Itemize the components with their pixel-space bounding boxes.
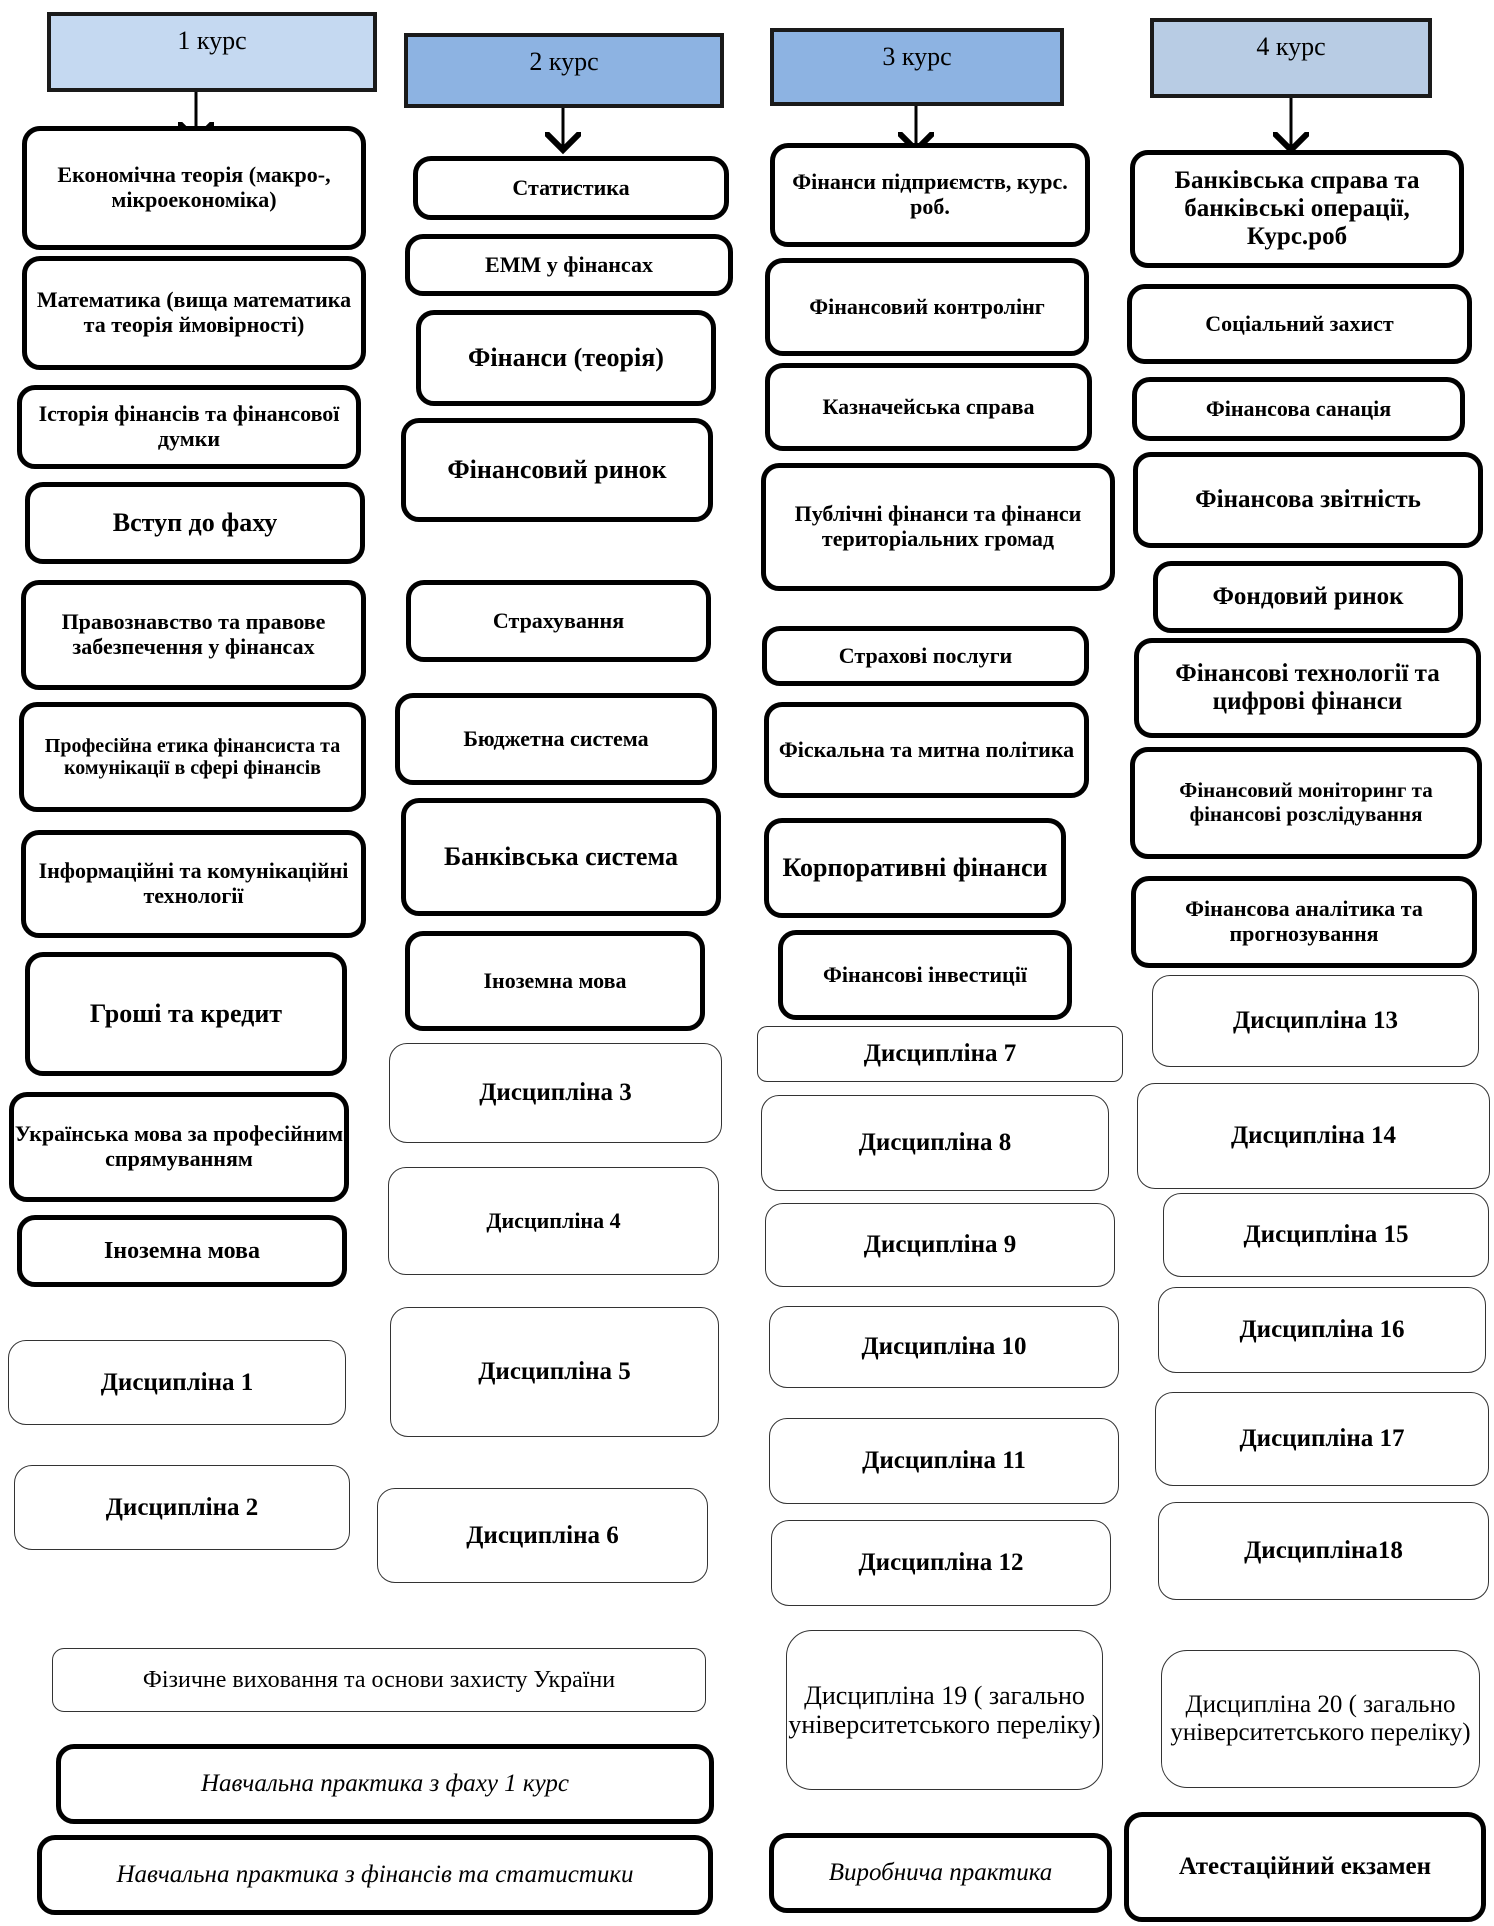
header-course-2	[404, 33, 724, 108]
physical-education-label: Фізичне виховання та основи захисту України	[142, 1666, 616, 1693]
course4-fintech	[1134, 638, 1481, 738]
header-course-4	[1150, 18, 1432, 98]
course3-financial-controlling	[765, 258, 1089, 356]
course2-discipline-6-label: Дисципліна 6	[466, 1521, 619, 1549]
course1-ict-label: Інформаційні та комунікаційні технології	[38, 858, 349, 908]
course4-financial-monitoring-label: Фінансовий моніторинг та фінансові розслідування	[1179, 778, 1433, 826]
course4-discipline-16	[1158, 1287, 1486, 1373]
course1-intro-to-profession-label: Вступ до фаху	[112, 508, 278, 538]
course2-budget-system-label: Бюджетна система	[463, 725, 649, 751]
attestation-exam	[1124, 1812, 1486, 1922]
course1-discipline-2-label: Дисципліна 2	[105, 1493, 259, 1521]
course2-budget-system	[395, 693, 717, 785]
course2-finance-theory-label: Фінанси (теорія)	[468, 343, 664, 373]
course2-discipline-5-label: Дисципліна 5	[478, 1358, 631, 1385]
course3-insurance-services-label: Страхові послуги	[838, 642, 1013, 668]
course3-treasury	[765, 363, 1092, 451]
course4-financial-sanation	[1132, 377, 1465, 441]
course4-financial-sanation-label: Фінансова санація	[1205, 395, 1392, 421]
physical-education	[52, 1648, 706, 1712]
course4-discipline-13-label: Дисципліна 13	[1232, 1007, 1399, 1034]
header-course-1	[47, 12, 377, 92]
course2-discipline-4	[388, 1167, 719, 1275]
course4-discipline-16-label: Дисципліна 16	[1239, 1316, 1405, 1343]
practice-finance-statistics	[37, 1835, 713, 1915]
course4-banking-label: Банківська справа та банківські операції, Курс.роб	[1174, 167, 1420, 250]
course3-corporate-finance	[764, 818, 1066, 918]
header-course-3-label: 3 курс	[882, 42, 952, 71]
course4-discipline-14-label: Дисципліна 14	[1230, 1122, 1397, 1149]
course3-treasury-label: Казначейська справа	[822, 393, 1035, 419]
course3-enterprise-finance-label: Фінанси підприємств, курс. роб.	[792, 169, 1068, 219]
course3-corporate-finance-label: Корпоративні фінанси	[782, 853, 1048, 883]
course1-money-and-credit	[25, 952, 347, 1076]
course4-discipline-20	[1161, 1650, 1480, 1788]
course4-discipline-15	[1163, 1193, 1489, 1277]
course1-professional-ethics-label: Професійна етика фінансиста та комунікації в сфері фінансів	[44, 734, 341, 779]
course2-foreign-language-label: Іноземна мова	[483, 967, 627, 993]
course2-discipline-6	[377, 1488, 708, 1583]
course1-foreign-language	[17, 1215, 347, 1287]
course3-discipline-7	[757, 1026, 1123, 1082]
course4-discipline-14	[1137, 1083, 1490, 1189]
course3-financial-controlling-label: Фінансовий контролінг	[809, 293, 1045, 319]
course3-discipline-10	[769, 1306, 1119, 1388]
course1-ict	[21, 830, 366, 938]
course3-discipline-9-label: Дисципліна 9	[863, 1231, 1017, 1258]
course4-stock-market-label: Фондовий ринок	[1212, 583, 1404, 610]
course2-banking-system-label: Банківська система	[443, 842, 678, 872]
course1-mathematics	[22, 256, 366, 370]
course2-banking-system	[401, 798, 721, 916]
course1-discipline-1	[8, 1340, 346, 1425]
course4-discipline-18	[1158, 1502, 1489, 1600]
course2-discipline-3	[389, 1043, 722, 1143]
course2-emm-in-finance	[405, 234, 733, 296]
course4-financial-monitoring	[1130, 747, 1482, 859]
header-course-3	[770, 28, 1064, 106]
practice-course-1	[56, 1744, 714, 1824]
course2-insurance-label: Страхування	[492, 607, 625, 633]
course3-enterprise-finance	[770, 143, 1090, 247]
course2-foreign-language	[405, 931, 705, 1031]
course3-fiscal-policy-label: Фіскальна та митна політика	[778, 736, 1075, 762]
course2-emm-in-finance-label: ЕММ у фінансах	[485, 251, 653, 277]
course2-financial-market	[401, 418, 713, 522]
course2-discipline-5	[390, 1307, 719, 1437]
course1-ukrainian-language-label: Українська мова за професійним спрямуванням	[14, 1121, 344, 1171]
course1-foreign-language-label: Іноземна мова	[103, 1237, 261, 1264]
course2-discipline-4-label: Дисципліна 4	[486, 1207, 621, 1233]
course4-discipline-13	[1152, 975, 1479, 1067]
course2-finance-theory	[416, 310, 716, 406]
course4-discipline-18-label: Дисципліна18	[1244, 1537, 1403, 1564]
course3-discipline-10-label: Дисципліна 10	[861, 1333, 1027, 1360]
course1-economic-theory-label: Економічна теорія (макро-, мікроекономіка)	[57, 162, 331, 212]
course4-stock-market	[1153, 561, 1463, 633]
course3-discipline-19-label: Дисципліна 19 ( загально університетського переліку)	[788, 1680, 1101, 1739]
course3-discipline-8-label: Дисципліна 8	[858, 1129, 1012, 1156]
course2-statistics	[413, 156, 729, 220]
header-course-2-label: 2 курс	[529, 47, 599, 76]
course1-discipline-2	[14, 1465, 350, 1550]
course3-discipline-12	[771, 1520, 1111, 1606]
header-course-4-label: 4 курс	[1256, 32, 1326, 61]
course3-discipline-19	[786, 1630, 1103, 1790]
course3-financial-investments-label: Фінансові інвестиції	[823, 961, 1027, 987]
course4-financial-analytics	[1131, 876, 1477, 968]
course1-law	[21, 580, 366, 690]
production-practice	[769, 1833, 1112, 1913]
course3-financial-investments	[778, 930, 1072, 1020]
course1-economic-theory	[22, 126, 366, 250]
course4-financial-reporting	[1133, 452, 1483, 548]
course2-statistics-label: Статистика	[512, 174, 630, 200]
course3-public-finance	[761, 463, 1115, 591]
practice-course-1-label: Навчальна практика з фаху 1 курс	[200, 1770, 569, 1797]
course2-insurance	[406, 580, 711, 662]
course3-discipline-11-label: Дисципліна 11	[862, 1447, 1026, 1474]
course3-discipline-8	[761, 1095, 1109, 1191]
course1-history-of-finance	[17, 385, 361, 469]
course3-discipline-11	[769, 1418, 1119, 1504]
production-practice-label: Виробнича практика	[828, 1859, 1053, 1886]
course3-discipline-12-label: Дисципліна 12	[858, 1549, 1024, 1576]
course3-discipline-9	[765, 1203, 1115, 1287]
course2-financial-market-label: Фінансовий ринок	[447, 455, 667, 485]
course3-insurance-services	[762, 626, 1089, 686]
course4-banking	[1130, 150, 1464, 268]
course3-discipline-7-label: Дисципліна 7	[863, 1040, 1017, 1067]
course1-intro-to-profession	[25, 482, 365, 564]
course1-history-of-finance-label: Історія фінансів та фінансової думки	[38, 401, 340, 451]
course1-law-label: Правознавство та правове забезпечення у фінансах	[61, 609, 326, 659]
course4-financial-reporting-label: Фінансова звітність	[1195, 486, 1421, 513]
course1-ukrainian-language	[9, 1092, 349, 1202]
attestation-exam-label: Атестаційний екзамен	[1178, 1853, 1432, 1880]
course4-financial-analytics-label: Фінансова аналітика та прогнозування	[1185, 896, 1423, 946]
course4-fintech-label: Фінансові технології та цифрові фінанси	[1175, 660, 1440, 715]
course4-discipline-17	[1155, 1392, 1489, 1486]
course1-discipline-1-label: Дисципліна 1	[100, 1368, 254, 1396]
course4-social-protection-label: Соціальний захист	[1205, 310, 1394, 336]
course2-discipline-3-label: Дисципліна 3	[479, 1079, 632, 1106]
course1-money-and-credit-label: Гроші та кредит	[89, 999, 283, 1029]
course1-professional-ethics	[19, 702, 366, 812]
course4-discipline-20-label: Дисципліна 20 ( загально університетського переліку)	[1170, 1691, 1471, 1746]
course3-fiscal-policy	[764, 702, 1089, 798]
course3-public-finance-label: Публічні фінанси та фінанси територіальних громад	[794, 501, 1082, 551]
course4-discipline-17-label: Дисципліна 17	[1239, 1425, 1405, 1452]
course1-mathematics-label: Математика (вища математика та теорія ймовірності)	[36, 287, 352, 337]
practice-finance-statistics-label: Навчальна практика з фінансів та статистики	[116, 1861, 634, 1888]
header-course-1-label: 1 курс	[177, 26, 247, 55]
course4-social-protection	[1127, 284, 1472, 364]
course4-discipline-15-label: Дисципліна 15	[1243, 1221, 1409, 1248]
